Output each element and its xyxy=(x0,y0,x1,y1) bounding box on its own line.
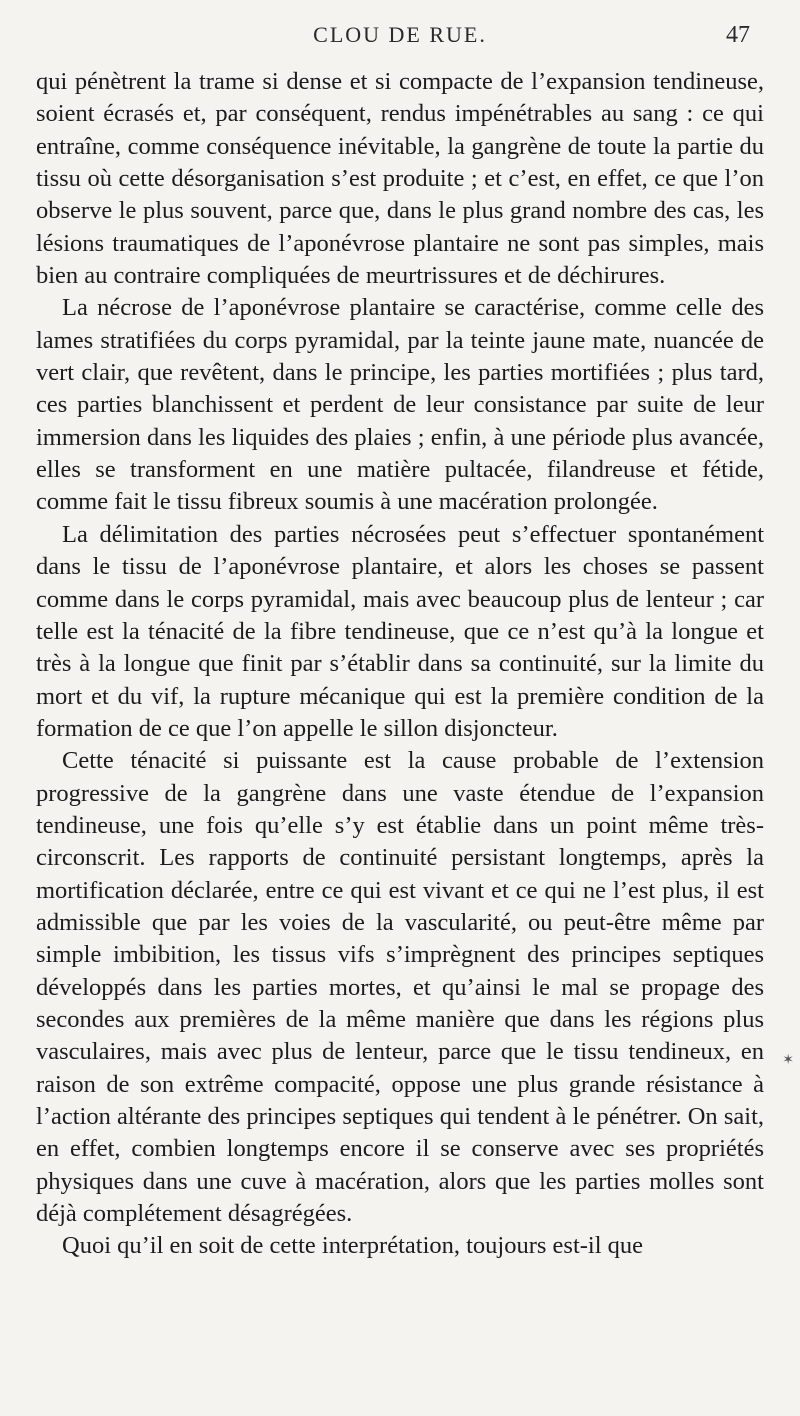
running-title: CLOU DE RUE. xyxy=(313,22,487,47)
paragraph: La délimitation des parties nécrosées peut s’effectuer spontanément dans le tissu de l’aponévrose plantaire, et alors les choses se passent comme dans le corps pyramidal, mais avec beaucoup plus de lenteur ; car telle est la ténacité de la fibre tendineuse, que ce n’est qu’à la longue et très à la longue que finit par s’établir dans sa continuité, sur la limite du mort et du vif, la rupture mécanique qui est la première condition de la formation de ce que l’on appelle le sillon disjoncteur. xyxy=(36,520,764,742)
margin-mark-icon: ✶ xyxy=(782,1052,794,1068)
body-text xyxy=(36,66,764,1263)
paragraph: La nécrose de l’aponévrose plantaire se caractérise, comme celle des lames stratifiées du corps pyramidal, par la teinte jaune mate, nuancée de vert clair, que revêtent, dans le principe, les parties mortifiées ; plus tard, ces parties blanchissent et perdent de leur consistance par suite de leur immersion dans les liquides des plaies ; enfin, à une période plus avancée, elles se transforment en une matière pultacée, filandreuse et fétide, comme fait le tissu fibreux soumis à une macération prolongée. xyxy=(36,294,764,516)
page-header xyxy=(0,22,800,58)
paragraph: Cette ténacité si puissante est la cause probable de l’extension progressive de la gangrène dans une vaste étendue de l’expansion tendineuse, une fois qu’elle s’y est établie dans un point même très-circonscrit. Les rapports de continuité persistant longtemps, après la mortification déclarée, entre ce qui est vivant et ce qui ne l’est plus, il est admissible que par les voies de la vascularité, ou peut-être même par simple imbibition, les tissus vifs s’imprègnent des principes septiques développés dans les parties mortes, et qu’ainsi le mal se propage des secondes aux premières de la même manière que dans les régions plus vasculaires, mais avec plus de lenteur, parce que le tissu tendineux, en raison de son extrême compacité, oppose une plus grande résistance à l’action altérante des principes septiques qui tendent à le pénétrer. On sait, en effet, combien longtemps encore il se conserve avec ses propriétés physiques dans une cuve à macération, alors que les parties molles sont déjà complétement désagrégées. xyxy=(36,747,764,1228)
page-number: 47 xyxy=(726,22,750,48)
paragraph-continued: qui pénètrent la trame si dense et si compacte de l’expansion tendineuse, soient écrasés et, par conséquent, rendus impénétrables au sang : ce qui entraîne, comme conséquence inévitable, la gangrène de toute la partie du tissu où cette désorganisation s’est produite ; et c’est, en effet, ce que l’on observe le plus souvent, parce que, dans le plus grand nombre des cas, les lésions traumatiques de l’aponévrose plantaire ne sont pas simples, mais bien au contraire compliquées de meurtrissures et de déchirures. xyxy=(36,68,764,290)
paragraph-last: Quoi qu’il en soit de cette interprétation, toujours est-il que xyxy=(62,1232,644,1260)
